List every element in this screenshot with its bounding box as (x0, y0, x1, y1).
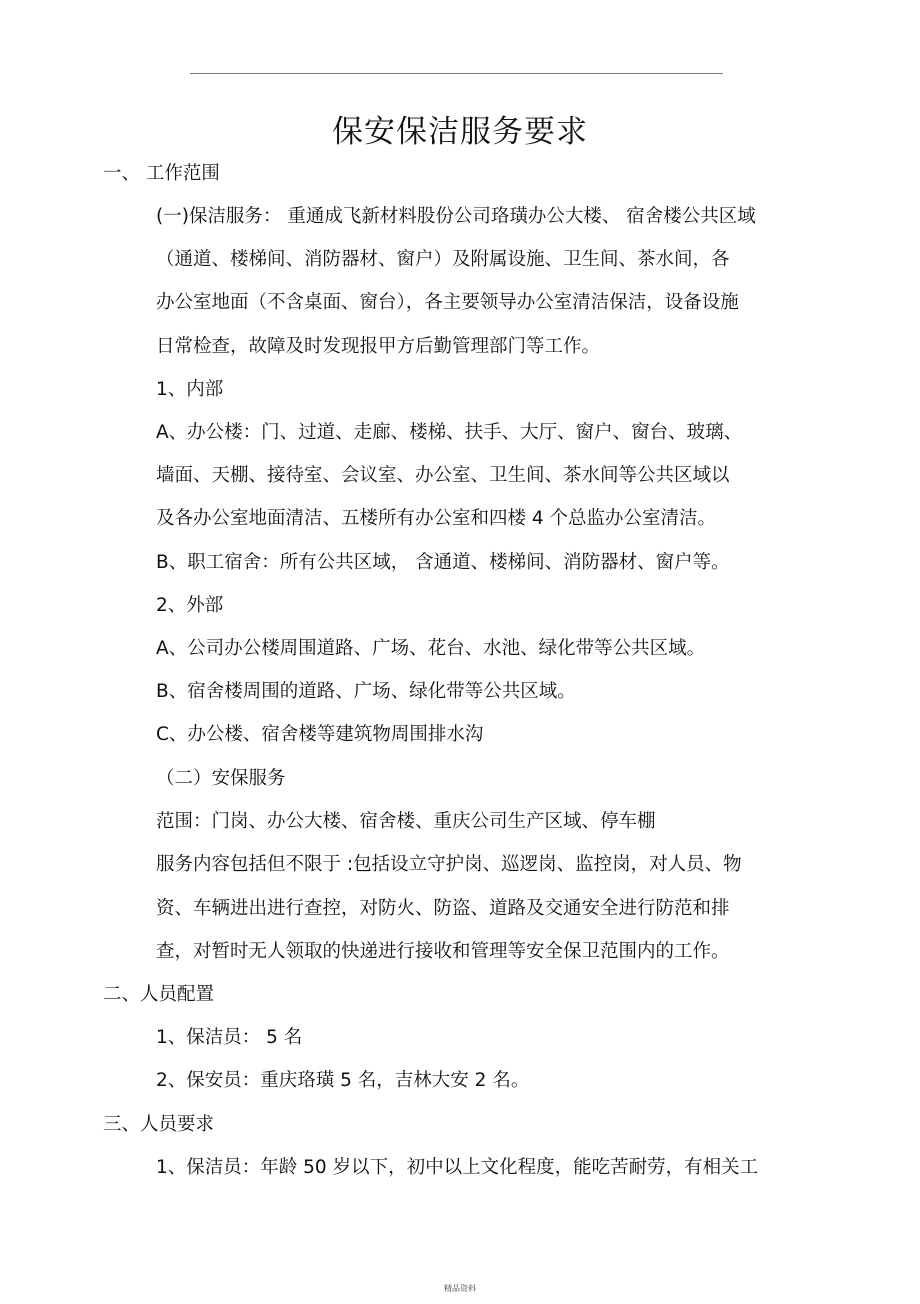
section-heading-requirements: 三、人员要求 (103, 1114, 215, 1135)
subheading-security-service: （二）安保服务 (156, 768, 286, 789)
page-title: 保安保洁服务要求 (332, 114, 588, 150)
requirement-cleaner-line: 1、保洁员：年龄 50 岁以下，初中以上文化程度，能吃苦耐劳，有相关工 (156, 1157, 759, 1178)
cleaning-service-line-3: 办公室地面（不含桌面、窗台），各主要领导办公室清洁保洁，设备设施 (156, 292, 739, 313)
cleaning-service-line-1: (一)保洁服务： 重通成飞新材料股份公司珞璜办公大楼、 宿舍楼公共区域 (156, 206, 756, 227)
external-item-a: A、公司办公楼周围道路、广场、花台、水池、绿化带等公共区域。 (156, 638, 706, 659)
external-item-c: C、办公楼、宿舍楼等建筑物周围排水沟 (156, 724, 484, 745)
external-item-b: B、宿舍楼周围的道路、广场、绿化带等公共区域。 (156, 681, 576, 702)
subheading-internal: 1、内部 (156, 379, 224, 400)
dormitory-line: B、职工宿舍：所有公共区域， 含通道、楼梯间、消防器材、窗户等。 (156, 552, 730, 573)
section-heading-staffing: 二、人员配置 (103, 984, 215, 1005)
cleaning-service-line-2: （通道、楼梯间、消防器材、窗户）及附属设施、卫生间、茶水间，各 (156, 249, 730, 270)
office-building-line-1: A、办公楼：门、过道、走廊、楼梯、扶手、大厅、窗户、窗台、玻璃、 (156, 422, 743, 443)
security-scope-line: 范围：门岗、办公大楼、宿舍楼、重庆公司生产区域、停车棚 (156, 811, 656, 832)
security-content-line-1: 服务内容包括但不限于 :包括设立守护岗、巡逻岗、监控岗，对人员、物 (156, 854, 742, 875)
header-rule (190, 73, 723, 74)
staffing-guards: 2、保安员：重庆珞璜 5 名，吉林大安 2 名。 (156, 1070, 530, 1091)
subheading-external: 2、外部 (156, 595, 224, 616)
security-content-line-3: 查，对暂时无人领取的快递进行接收和管理等安全保卫范围内的工作。 (156, 941, 730, 962)
office-building-line-2: 墙面、天棚、接待室、会议室、办公室、卫生间、茶水间等公共区域以 (156, 465, 730, 486)
staffing-cleaners: 1、保洁员： 5 名 (156, 1027, 303, 1048)
footer-label: 精品资料 (444, 1284, 476, 1293)
cleaning-service-line-4: 日常检查，故障及时发现报甲方后勤管理部门等工作。 (156, 336, 601, 357)
office-building-line-3: 及各办公室地面清洁、五楼所有办公室和四楼 4 个总监办公室清洁。 (156, 508, 717, 529)
section-heading-scope: 一、 工作范围 (103, 163, 220, 184)
security-content-line-2: 资、车辆进出进行查控，对防火、防盗、道路及交通安全进行防范和排 (156, 898, 730, 919)
